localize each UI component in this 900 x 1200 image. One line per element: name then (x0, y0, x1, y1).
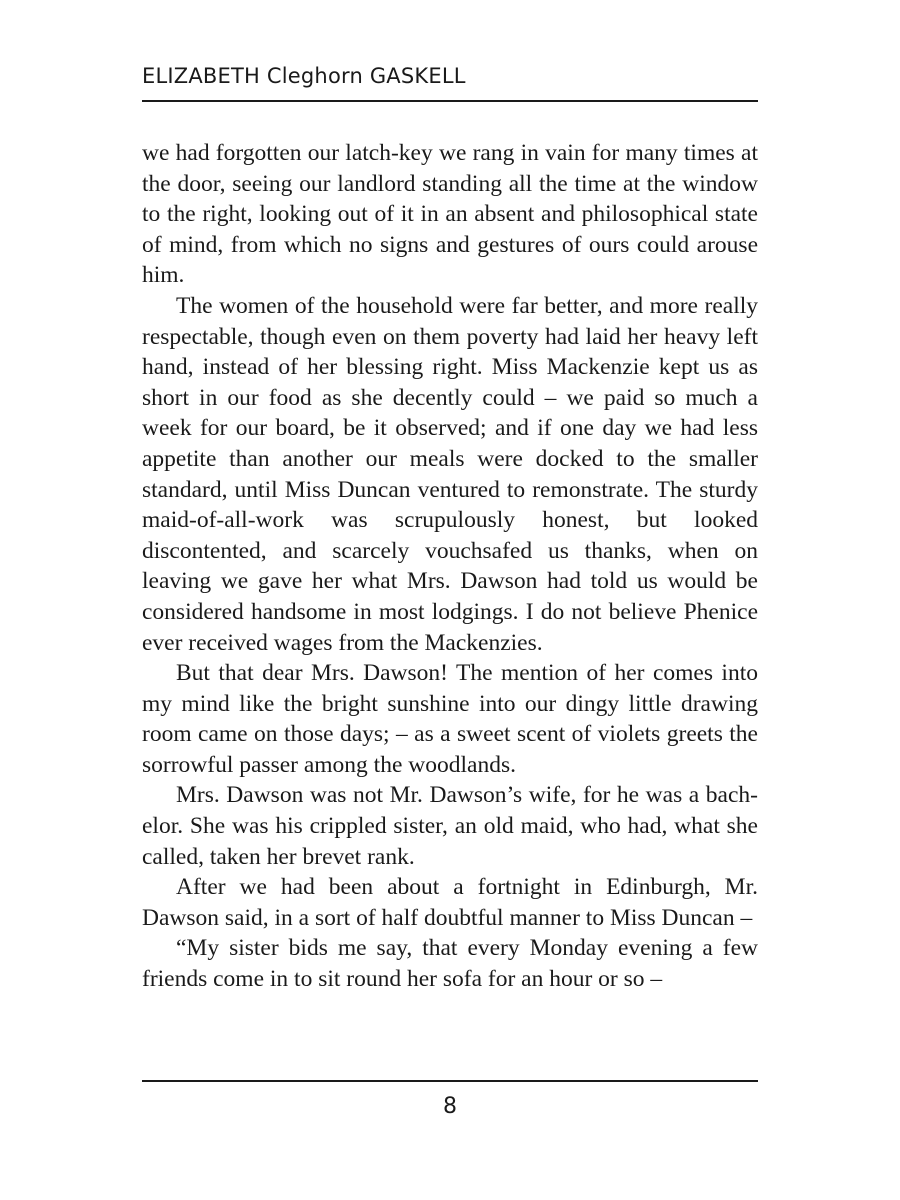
page-body (142, 138, 758, 995)
paragraph: But that dear Mrs. Dawson! The mention of her comes into my mind like the bright sunshine into our dingy little drawing room came on those days; – as a sweet scent of violets greets the sorrowful passer among the woodlands. (142, 660, 758, 778)
footer-divider (142, 1080, 758, 1082)
header-divider (142, 100, 758, 102)
page-number: 8 (443, 1094, 457, 1119)
running-title: ELIZABETH Cleghorn GASKELL (142, 64, 466, 88)
paragraph-continued: we had forgotten our latch-key we rang in vain for many times at the door, seeing our landlord standing all the time at the window to the right, looking out of it in an absent and philosophical state of mind, from which no signs and gestures of ours could arouse him. (142, 140, 758, 289)
paragraph: “My sister bids me say, that every Monday evening a few friends come in to sit round her sofa for an hour or so – (142, 935, 758, 993)
paragraph: After we had been about a fortnight in Edinburgh, Mr. Dawson said, in a sort of half doubtful manner to Miss Duncan – (142, 874, 758, 931)
paragraph: Mrs. Dawson was not Mr. Dawson’s wife, for he was a bachelor. She was his crippled sister, an old maid, who had, what she called, taken her brevet rank. (142, 782, 758, 870)
paragraph: The women of the household were far better, and more really respectable, though even on them poverty had laid her heavy left hand, instead of her blessing right. Miss Mackenzie kept us as short in our food as she decently could – we paid so much a week for our board, be it observed; and if one day we had less appetite than another our meals were docked to the smaller standard, until Miss Duncan ventured to remonstrate. The sturdy maid-of-all-work was scrupulously honest, but looked discontented, and scarcely vouchsafed us thanks, when on leaving we gave her what Mrs. Dawson had told us would be considered handsome in most lodgings. I do not believe Phenice ever received wages from the Mackenzies. (142, 292, 758, 656)
